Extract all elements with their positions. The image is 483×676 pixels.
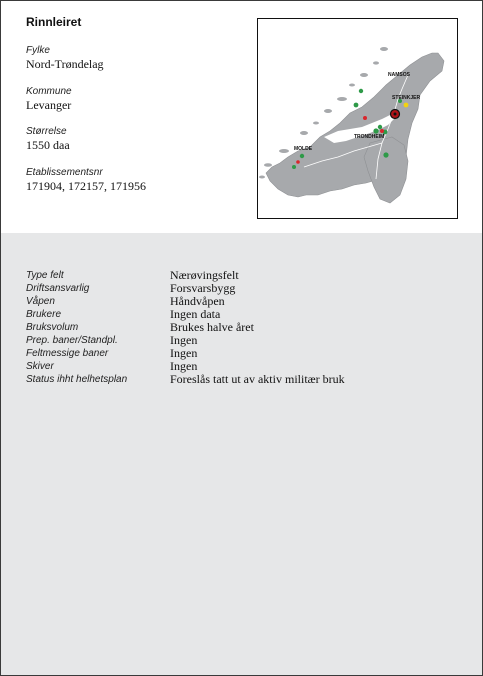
detail-value: Ingen [170,359,198,373]
city-label-namsos: NAMSOS [388,72,410,78]
detail-value: Håndvåpen [170,294,225,308]
detail-label: Prep. baner/Standpl. [26,335,118,346]
etablissementsnr-label: Etablissementsnr [26,167,103,178]
etablissementsnr-value: 171904, 172157, 171956 [26,179,146,193]
kommune-field [26,86,72,112]
detail-label: Status ihht helhetsplan [26,374,128,385]
region-southern-lobe [364,137,408,203]
header-section [1,1,482,233]
detail-value: Brukes halve året [170,320,254,334]
city-label-steinkjer: STEINKJER [392,95,421,101]
detail-label: Feltmessige baner [26,348,109,359]
highlighted-location-center [394,113,397,116]
detail-value: Ingen [170,346,198,360]
etablissementsnr-field [26,167,146,193]
detail-value: Nærøvingsfelt [170,268,239,282]
region-landmass [266,53,444,197]
detail-label: Driftsansvarlig [26,283,90,294]
detail-value: Ingen data [170,307,221,321]
storrelse-value: 1550 daa [26,138,70,152]
kommune-label: Kommune [26,86,72,97]
detail-label: Skiver [26,361,54,372]
region-map-svg [258,19,457,218]
location-map [257,18,458,219]
detail-value: Foreslås tatt ut av aktiv militær bruk [170,372,345,386]
details-section [1,233,482,675]
yellow-marker [404,103,409,108]
city-label-trondheim: TRONDHEIM [354,134,385,140]
detail-label: Våpen [26,296,55,307]
page-title: Rinnleiret [26,15,82,29]
detail-value: Forsvarsbygg [170,281,236,295]
city-label-molde: MOLDE [294,146,313,152]
detail-label: Brukere [26,309,62,320]
fylke-value: Nord-Trøndelag [26,57,104,71]
detail-label: Type felt [26,270,64,281]
detail-value: Ingen [170,333,198,347]
storrelse-field [26,126,70,152]
fylke-label: Fylke [26,45,50,56]
fylke-field [26,45,104,71]
detail-label: Bruksvolum [26,322,79,333]
storrelse-label: Størrelse [26,126,67,137]
kommune-value: Levanger [26,98,72,112]
